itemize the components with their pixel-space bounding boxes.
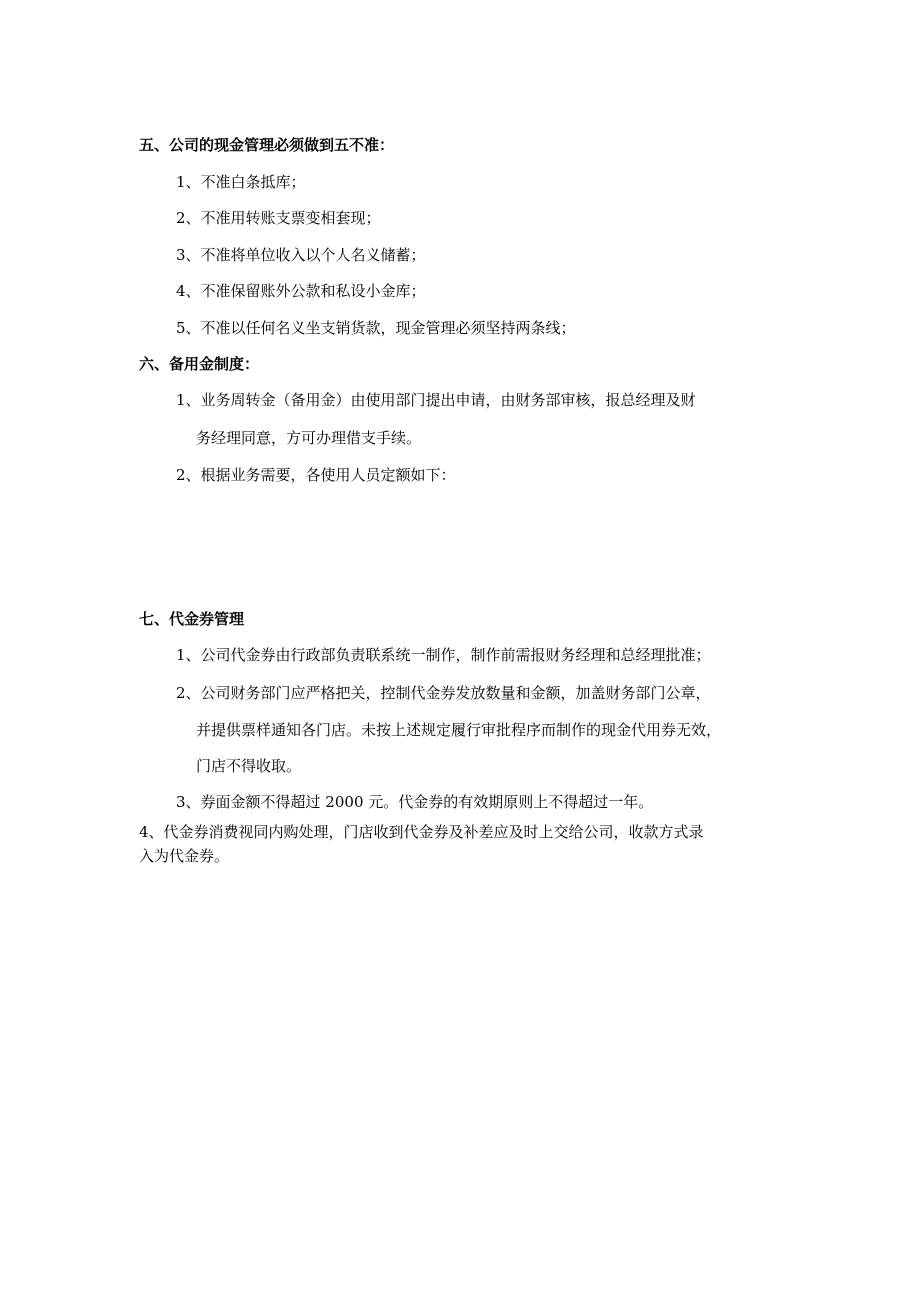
section-5-item-2: 2、不准用转账支票变相套现； — [176, 209, 381, 227]
section-5-item-1: 1、不准白条抵库； — [176, 173, 306, 191]
section-5-item-5: 5、不准以任何名义坐支销货款，现金管理必须坚持两条线； — [176, 319, 576, 337]
section-5-heading: 五、公司的现金管理必须做到五不准： — [139, 136, 395, 154]
section-7-item-4-line-1: 4、代金券消费视同内购处理，门店收到代金券及补差应及时上交给公司，收款方式录 — [139, 823, 704, 841]
section-5-item-3: 3、不准将单位收入以个人名义储蓄； — [176, 246, 426, 264]
section-5-item-4: 4、不准保留账外公款和私设小金库； — [176, 282, 426, 300]
section-6-heading: 六、备用金制度： — [139, 355, 260, 373]
section-7-item-1: 1、公司代金券由行政部负责联系统一制作，制作前需报财务经理和总经理批准； — [176, 646, 711, 664]
section-7-item-2-line-1: 2、公司财务部门应严格把关，控制代金券发放数量和金额，加盖财务部门公章， — [176, 684, 711, 702]
section-6-item-2: 2、根据业务需要，各使用人员定额如下： — [176, 466, 456, 484]
section-7-item-2-line-2: 并提供票样通知各门店。未按上述规定履行审批程序而制作的现金代用券无效， — [196, 721, 722, 739]
section-7-item-2-line-3: 门店不得收取。 — [196, 757, 302, 775]
section-6-item-1-line-2: 务经理同意，方可办理借支手续。 — [196, 429, 422, 447]
section-7-heading: 七、代金券管理 — [139, 610, 245, 628]
section-7-item-4-line-2: 入为代金券。 — [139, 847, 230, 865]
section-6-item-1-line-1: 1、业务周转金（备用金）由使用部门提出申请，由财务部审核，报总经理及财 — [176, 391, 696, 409]
section-7-item-3: 3、券面金额不得超过 2000 元。代金券的有效期原则上不得超过一年。 — [176, 793, 654, 811]
